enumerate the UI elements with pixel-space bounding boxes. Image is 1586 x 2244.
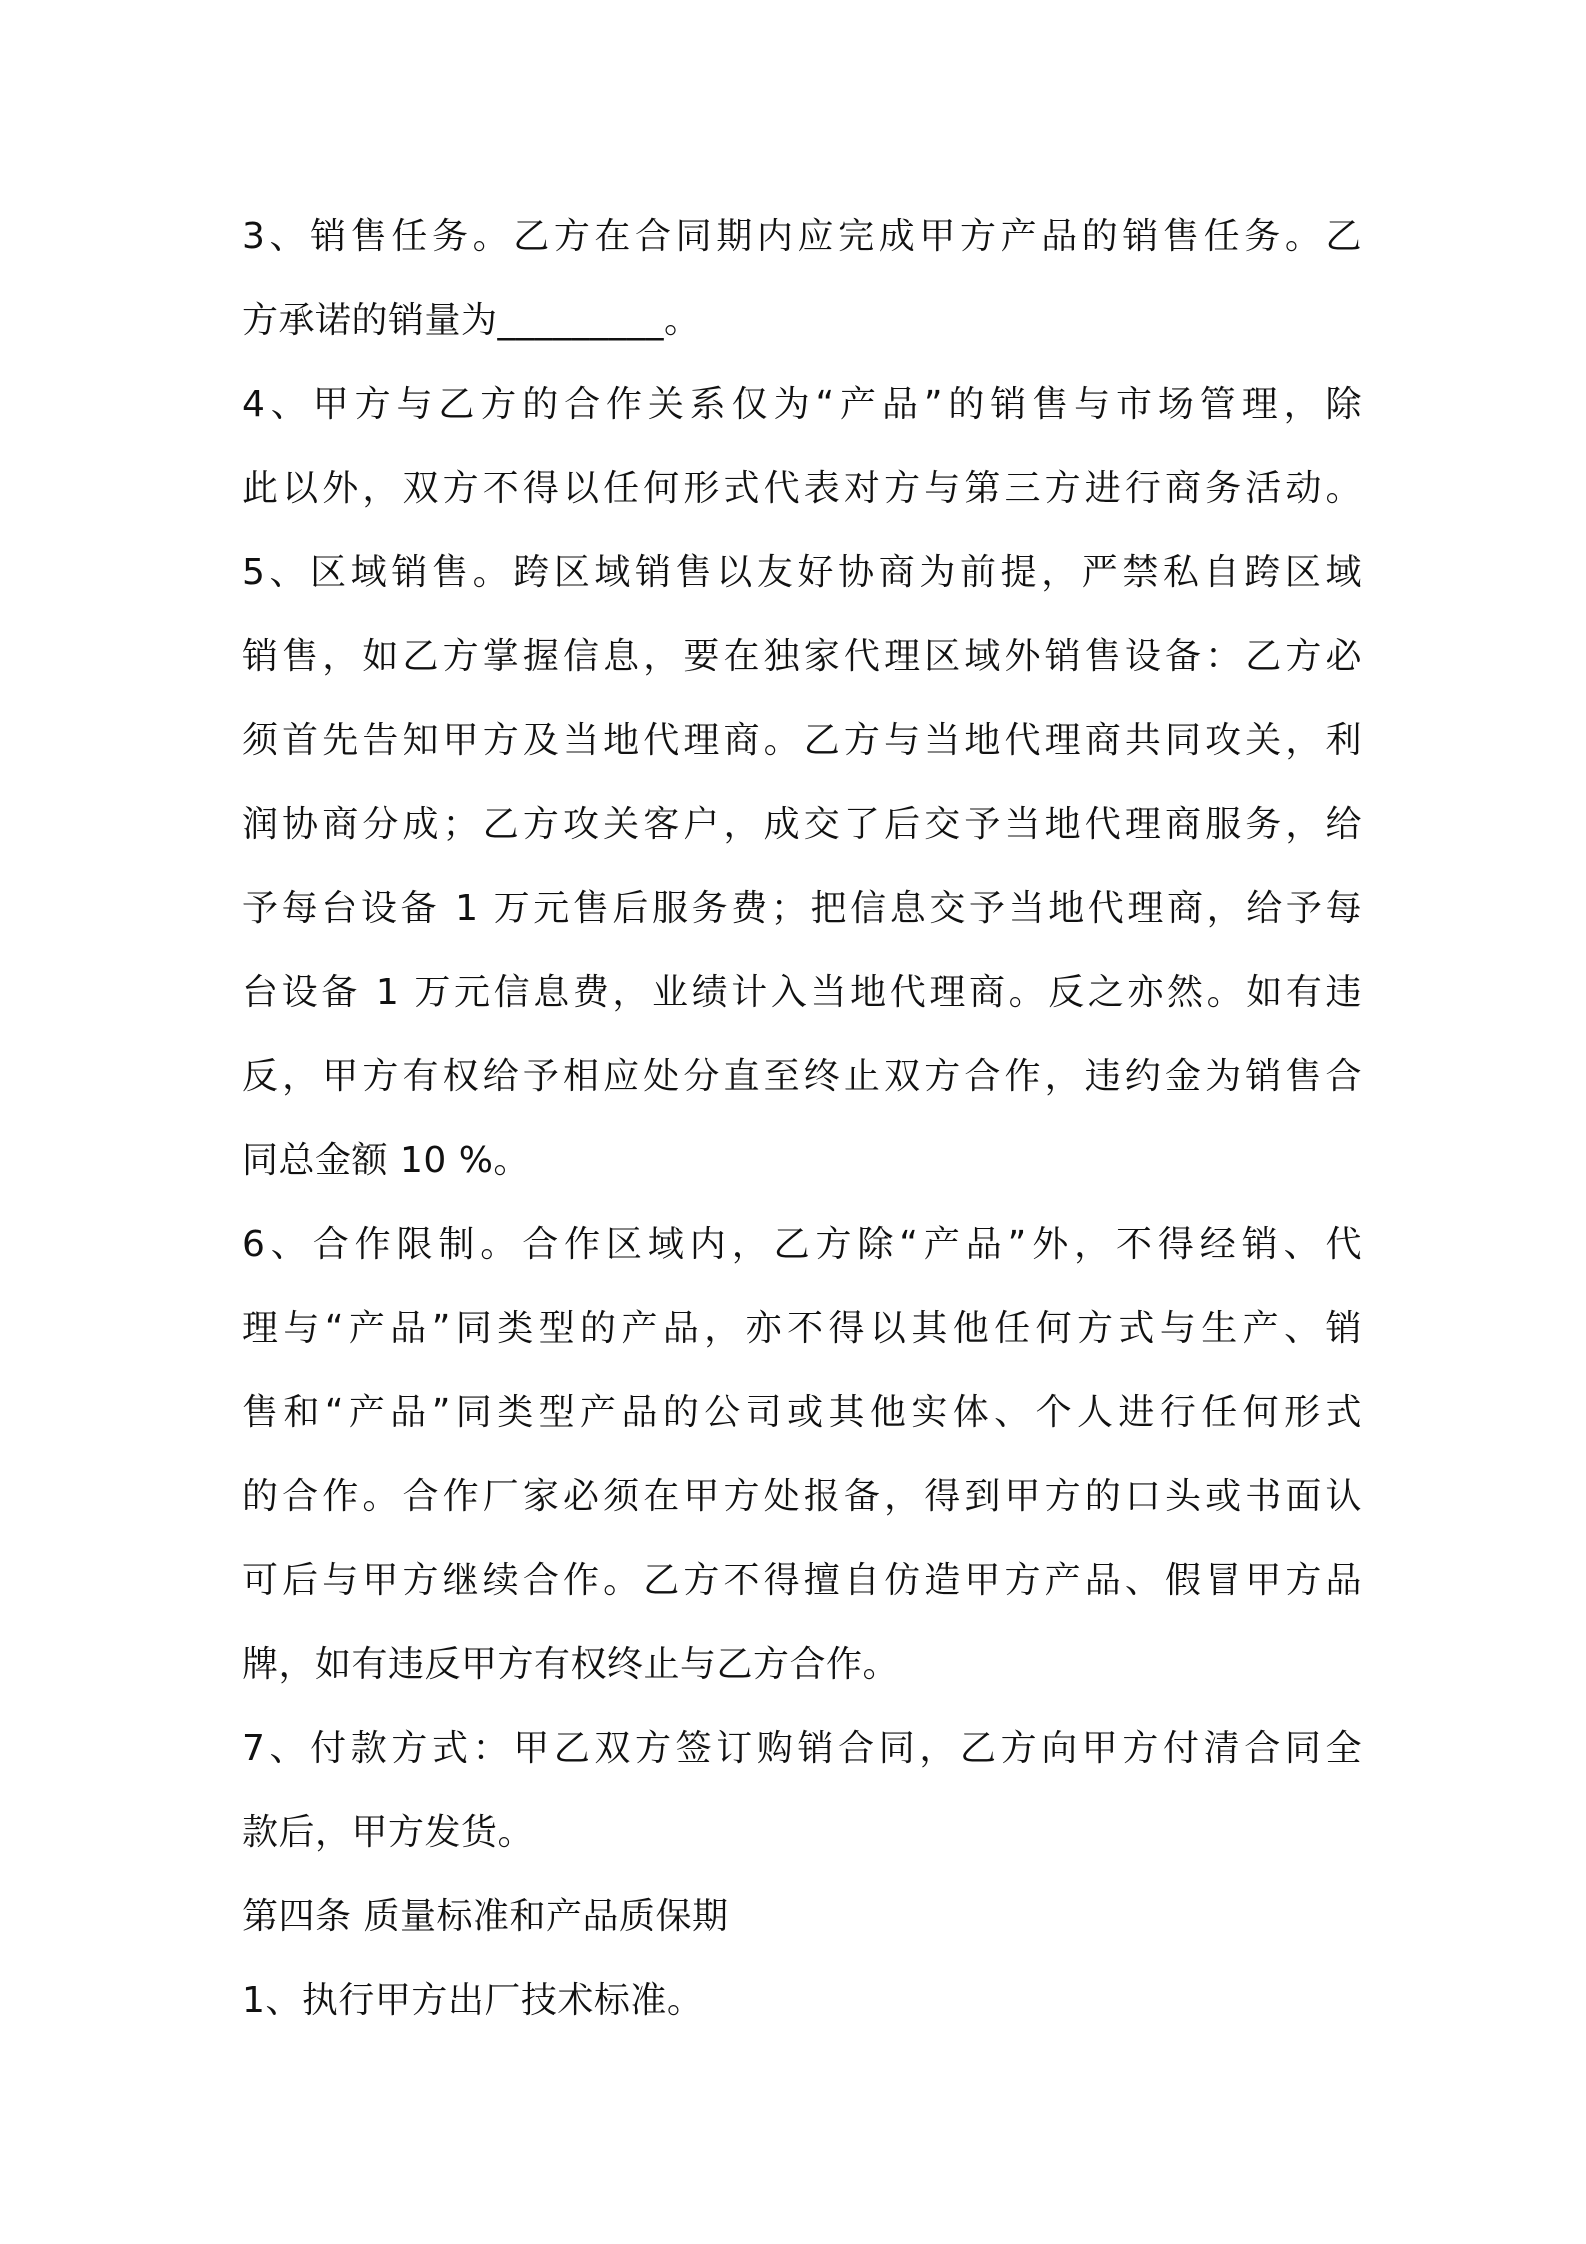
text-line: 1、执行甲方出厂技术标准。 <box>242 1980 704 2021</box>
text-line: 方承诺的销量为_________。 <box>242 300 701 341</box>
text-line: 5、区域销售。跨区域销售以友好协商为前提，严禁私自跨区域 <box>242 552 1362 593</box>
text-line: 的合作。合作厂家必须在甲方处报备，得到甲方的口头或书面认 <box>242 1476 1362 1517</box>
text-line: 理与“产品”同类型的产品，亦不得以其他任何方式与生产、销 <box>242 1308 1362 1349</box>
text-line: 此以外，双方不得以任何形式代表对方与第三方进行商务活动。 <box>242 468 1362 509</box>
text-line: 台设备 1 万元信息费，业绩计入当地代理商。反之亦然。如有违 <box>242 972 1362 1013</box>
document-page <box>242 195 1362 2043</box>
text-line: 润协商分成；乙方攻关客户，成交了后交予当地代理商服务，给 <box>242 804 1362 845</box>
text-line: 售和“产品”同类型产品的公司或其他实体、个人进行任何形式 <box>242 1392 1362 1433</box>
text-line: 4、甲方与乙方的合作关系仅为“产品”的销售与市场管理，除 <box>242 384 1362 425</box>
document-body <box>242 195 1362 2043</box>
text-line: 可后与甲方继续合作。乙方不得擅自仿造甲方产品、假冒甲方品 <box>242 1560 1362 1601</box>
text-line: 7、付款方式：甲乙双方签订购销合同，乙方向甲方付清合同全 <box>242 1728 1362 1769</box>
text-line: 反，甲方有权给予相应处分直至终止双方合作，违约金为销售合 <box>242 1056 1362 1097</box>
text-line: 牌，如有违反甲方有权终止与乙方合作。 <box>242 1644 900 1685</box>
text-line: 同总金额 10 %。 <box>242 1140 530 1181</box>
text-line: 款后，甲方发货。 <box>242 1812 535 1853</box>
text-line: 销售，如乙方掌握信息，要在独家代理区域外销售设备：乙方必 <box>242 636 1362 677</box>
text-line: 3、销售任务。乙方在合同期内应完成甲方产品的销售任务。乙 <box>242 216 1362 257</box>
text-line: 须首先告知甲方及当地代理商。乙方与当地代理商共同攻关，利 <box>242 720 1362 761</box>
text-line: 第四条 质量标准和产品质保期 <box>242 1896 729 1937</box>
text-line: 6、合作限制。合作区域内，乙方除“产品”外，不得经销、代 <box>242 1224 1362 1265</box>
text-line: 予每台设备 1 万元售后服务费；把信息交予当地代理商，给予每 <box>242 888 1362 929</box>
